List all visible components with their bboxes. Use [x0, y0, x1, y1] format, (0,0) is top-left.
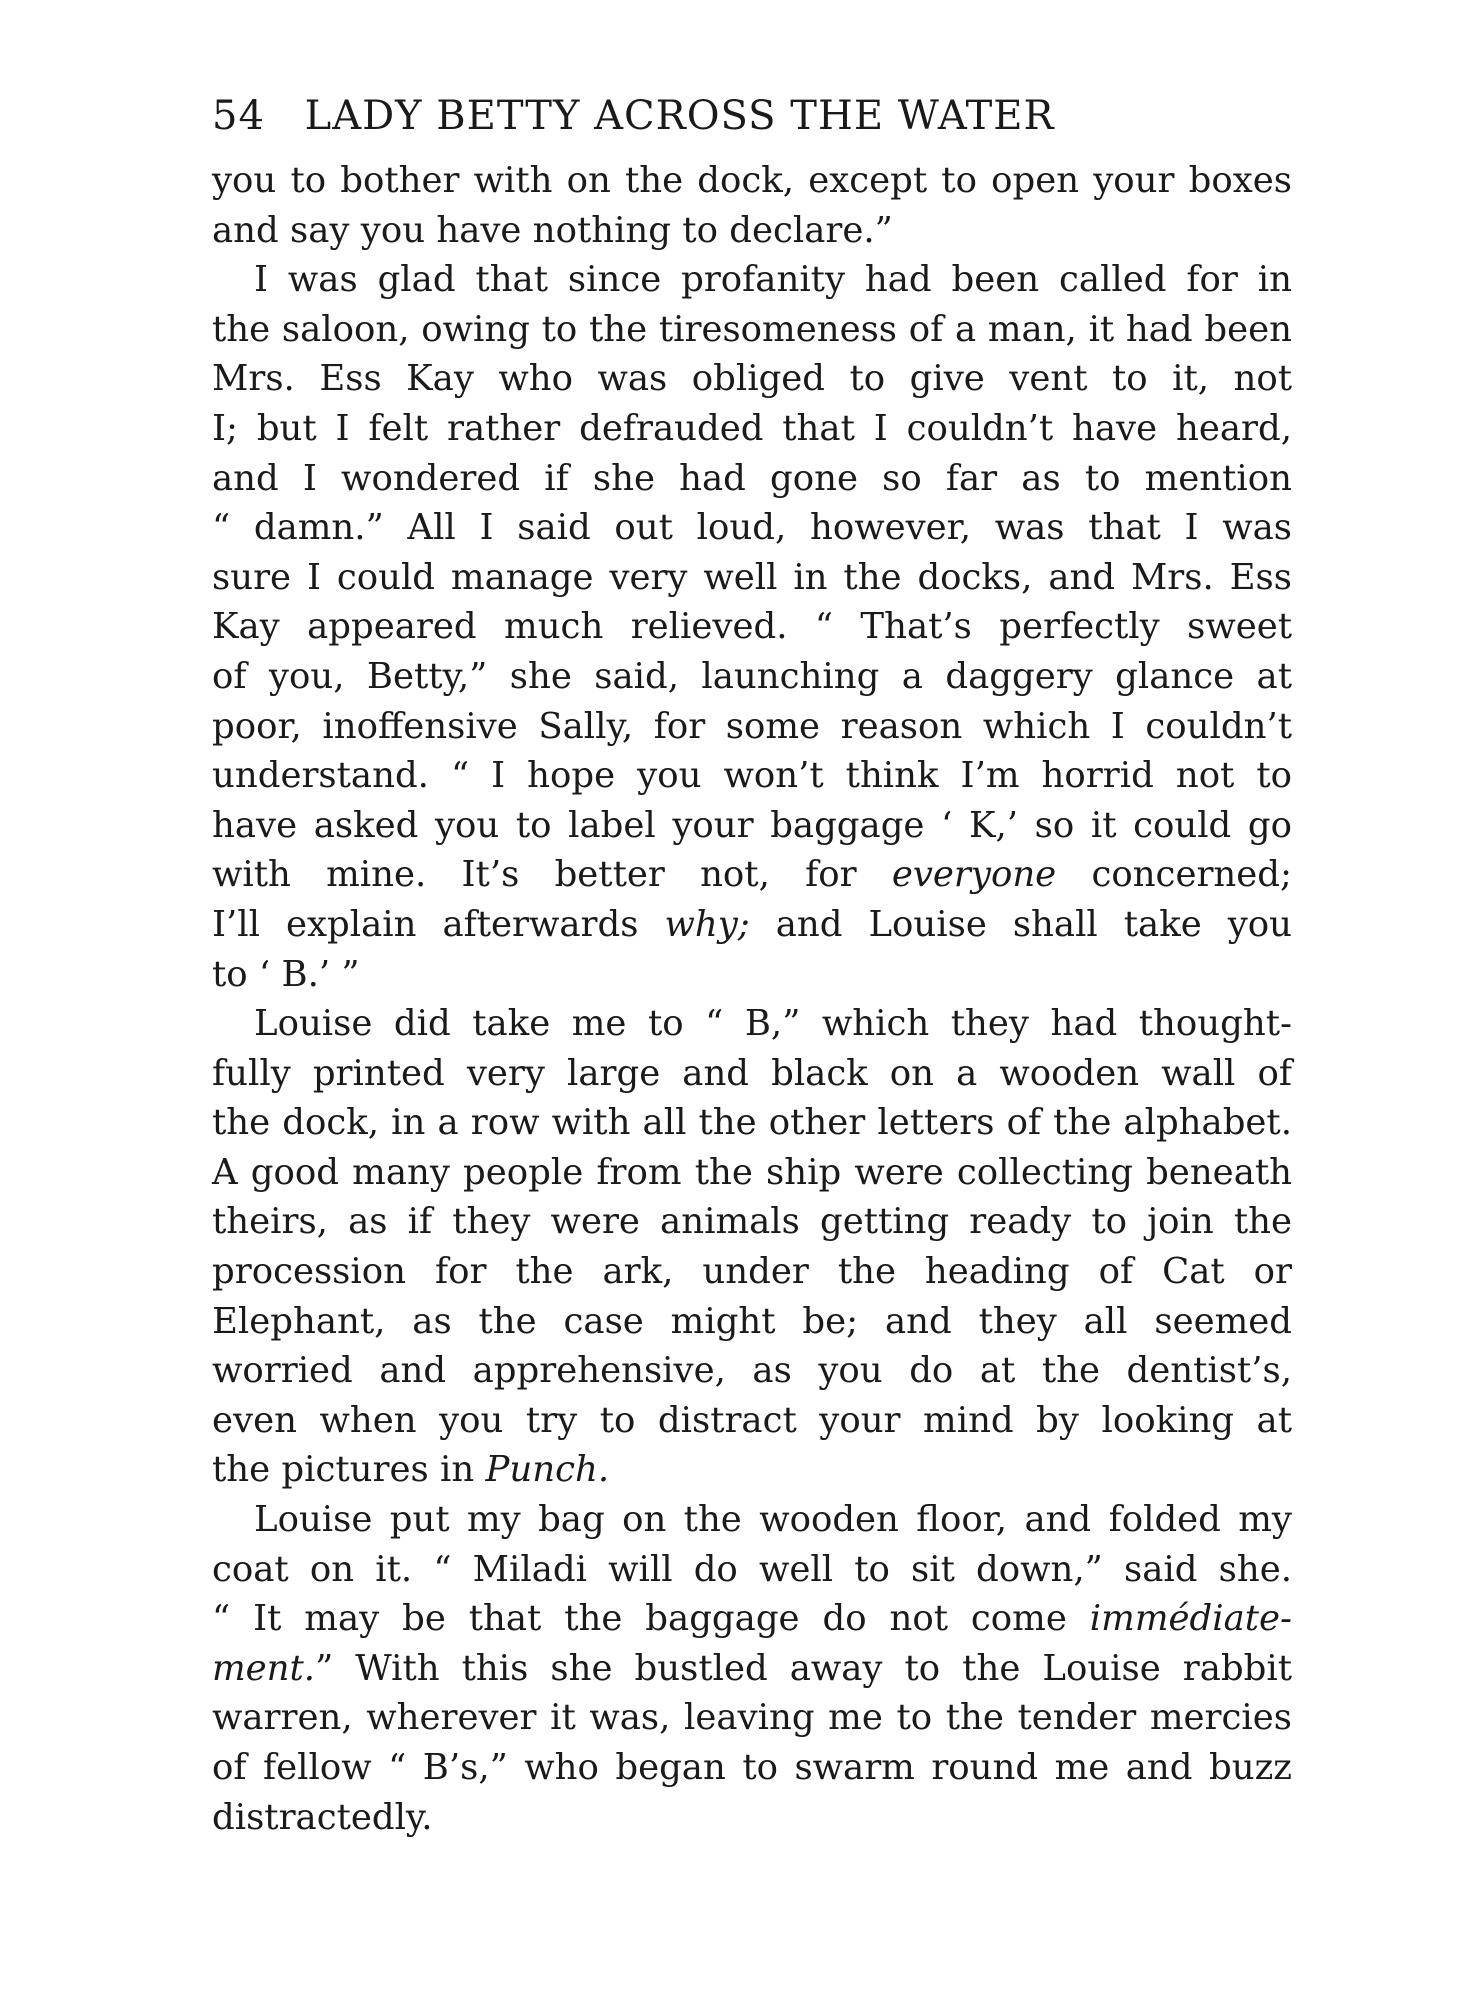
- text-line: distractedly.: [212, 1796, 433, 1838]
- text-line: you to bother with on the dock, except to open your boxes: [212, 160, 1292, 201]
- text-line: coat on it. “ Miladi will do well to sit down,” said she.: [212, 1548, 1292, 1590]
- text-line: [212, 850, 1292, 900]
- italic-word: immédiate-: [1089, 1598, 1292, 1640]
- text-line: of fellow “ B’s,” who began to swarm round me and buzz: [212, 1747, 1292, 1788]
- text-line: [212, 1644, 1292, 1694]
- text-line: and say you have nothing to declare.”: [212, 209, 893, 251]
- text-line: of you, Betty,” she said, launching a daggery glance at: [212, 655, 1292, 697]
- text-line: Mrs. Ess Kay who was obliged to give vent to it, not: [212, 358, 1292, 400]
- italic-word: ment.: [212, 1647, 316, 1689]
- text-line: and I wondered if she had gone so far as to mention: [212, 457, 1292, 499]
- italic-word: everyone: [891, 854, 1057, 896]
- page-number: 54: [212, 93, 265, 139]
- text-line: procession for the ark, under the heading of Cat or: [212, 1251, 1292, 1293]
- text-line: A good many people from the ship were collecting beneath: [212, 1151, 1292, 1193]
- running-title: LADY BETTY ACROSS THE WATER: [304, 93, 1055, 139]
- text-line: poor, inoffensive Sally, for some reason which I couldn’t: [212, 705, 1292, 747]
- text-line: Kay appeared much relieved. “ That’s perfectly sweet: [212, 606, 1292, 648]
- italic-word: Punch.: [485, 1449, 610, 1491]
- text-line: “ damn.” All I said out loud, however, was that I was: [212, 507, 1292, 549]
- text-line: have asked you to label your baggage ‘ K,’ so it could go: [212, 804, 1292, 846]
- body-text: [212, 156, 1292, 1842]
- text-line: sure I could manage very well in the docks, and Mrs. Ess: [212, 556, 1292, 598]
- text-line: to ‘ B.’ ”: [212, 953, 360, 995]
- text-line: the saloon, owing to the tiresomeness of a man, it had been: [212, 308, 1292, 350]
- text-line: [212, 1445, 1292, 1495]
- text-segment: the pictures in: [212, 1449, 475, 1491]
- text-line: warren, wherever it was, leaving me to the tender mercies: [212, 1697, 1292, 1739]
- text-line: [212, 900, 1292, 950]
- text-segment: with mine. It’s better not, for: [212, 854, 857, 896]
- text-line: Louise put my bag on the wooden floor, and folded my: [254, 1499, 1292, 1541]
- text-line: even when you try to distract your mind by looking at: [212, 1399, 1292, 1441]
- page-header: [212, 88, 1292, 144]
- text-segment: “ It may be that the baggage do not come: [212, 1598, 1067, 1640]
- text-segment: ” With this she bustled away to the Louise rabbit: [315, 1647, 1292, 1689]
- text-line: theirs, as if they were animals getting ready to join the: [212, 1201, 1292, 1243]
- text-line: the dock, in a row with all the other letters of the alphabet.: [212, 1102, 1292, 1144]
- text-line: worried and apprehensive, as you do at the dentist’s,: [212, 1350, 1292, 1392]
- text-segment: and Louise shall take you: [775, 903, 1292, 945]
- text-line: understand. “ I hope you won’t think I’m horrid not to: [212, 755, 1292, 797]
- italic-word: why;: [664, 903, 750, 945]
- text-segment: I’ll explain afterwards: [212, 903, 639, 945]
- text-line: I was glad that since profanity had been called for in: [254, 259, 1292, 301]
- text-line: Louise did take me to “ B,” which they had thought-: [254, 1003, 1292, 1045]
- text-line: I; but I felt rather defrauded that I couldn’t have heard,: [212, 407, 1292, 449]
- text-line: [212, 1594, 1292, 1644]
- text-line: fully printed very large and black on a wooden wall of: [212, 1052, 1292, 1094]
- text-segment: concerned;: [1091, 854, 1292, 896]
- text-line: Elephant, as the case might be; and they all seemed: [212, 1300, 1292, 1342]
